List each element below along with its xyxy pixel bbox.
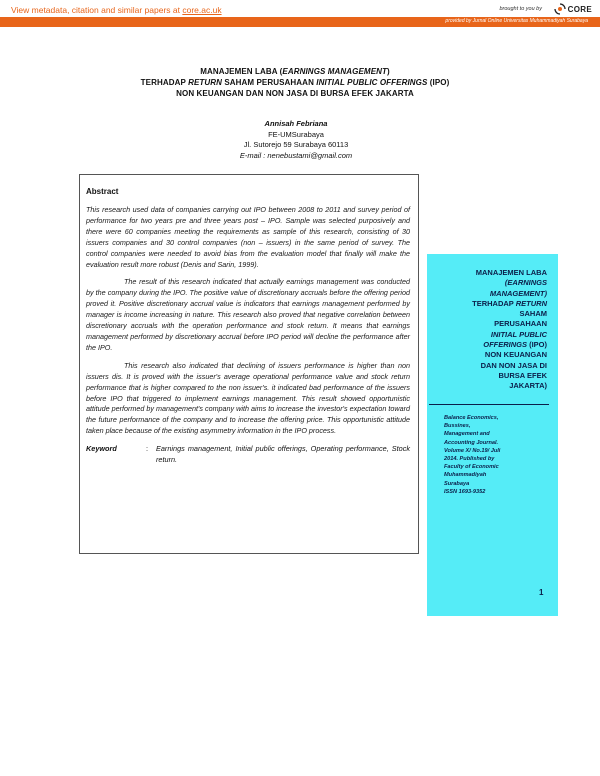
- keywords-list: Earnings management, Initial public offerings, Operating performance, Stock return.: [156, 444, 410, 465]
- author-block: [90, 119, 502, 161]
- page-number: 1: [539, 588, 544, 597]
- sidebar-title-line: MANAJEMEN LABA: [475, 268, 547, 277]
- abstract-paragraph-1: This research used data of companies carrying out IPO between 2008 to 2011 and survey period of performance for two years pre and three years post – IPO. Sample was selected purposively and there were 60 companies meeting the requirements as sample of this research, consisting of 30 issuers companies and 30 control companies (non – issuers) in the same period of survey. The control companies were needed to avoid bias from the evaluation model that finally will make the evaluation result more robust (Denis and Sarin, 1999).: [86, 205, 410, 269]
- core-logo[interactable]: [554, 2, 592, 16]
- sidebar-title-line: BURSA EFEK: [498, 370, 547, 380]
- sidebar-title-italic: RETURN: [515, 298, 547, 308]
- sidebar-title-text: (IPO): [527, 340, 547, 350]
- title-text: ): [387, 67, 390, 76]
- title-line-1: [60, 66, 530, 77]
- core-link-prefix[interactable]: View metadata, citation and similar papers at: [11, 5, 183, 15]
- sidebar-title-line: SAHAM: [519, 309, 547, 319]
- title-line-2: [60, 77, 530, 88]
- sidebar-title-line: DAN NON JASA DI: [480, 360, 547, 370]
- sidebar-title-line: [427, 278, 547, 288]
- sidebar-title-line: NON KEUANGAN: [484, 350, 547, 360]
- sidebar-title-line: [427, 299, 547, 309]
- sidebar-title-italic: INITIAL PUBLIC: [490, 329, 547, 339]
- author-affiliation: FE-UMSurabaya: [268, 129, 324, 139]
- sidebar-title-italic: (EARNINGS: [504, 278, 547, 288]
- title-text-italic: EARNINGS MANAGEMENT: [282, 67, 387, 76]
- sidebar-title-line: [427, 340, 547, 350]
- title-text: TERHADAP: [140, 78, 189, 87]
- journal-info: Balance Economics, Bussines, Management and Accounting Journal. Volume X/ No.19/ Juli 2014. Published by Faculty of Economic Muhammadiyah Surabaya ISSN 1693-9352: [444, 415, 501, 495]
- sidebar-title-line: JAKARTA): [509, 381, 547, 391]
- provided-by-text[interactable]: provided by Jurnal Online Universitas Muhammadiyah Surabaya: [445, 18, 588, 24]
- title-text: MANAJEMEN LABA (: [200, 67, 283, 76]
- abstract-heading: Abstract: [86, 187, 119, 196]
- sidebar-divider: [429, 404, 549, 405]
- keywords-colon: :: [146, 444, 149, 454]
- abstract-paragraph-3: This research also indicated that declining of issuers performance is higher than non issuers dis. It is proved with the issuer's average operational performance value and stock return performance that is higher compared to the non issuer's. it indicated bad performance of the issuers before IPO that triggered to implement earnings management. This result showed opportunistic attitude performed by management's company with aims to increase the investor's expectation toward the future performance of the company and to increase the offering price. This opportunistic attitude taken place because of the existing asymmetry information in the IPO process.: [86, 360, 410, 436]
- sidebar-title-line: [427, 330, 547, 340]
- core-metadata-link[interactable]: [11, 5, 222, 15]
- core-logo-icon: [554, 3, 566, 15]
- author-name: Annisah Febriana: [264, 119, 328, 128]
- title-text-italic: INITIAL PUBLIC OFFERINGS: [316, 78, 428, 87]
- sidebar-title-line: [427, 289, 547, 299]
- title-line-3: NON KEUANGAN DAN NON JASA DI BURSA EFEK JAKARTA: [176, 89, 414, 98]
- abstract-paragraph-2: The result of this research indicated that actually earnings management was conducted by the company during the IPO. The positive value of discretionary accruals before the offering period proved it. Positive discretionary accrual value is indicators that earnings management performed by manager is income increasing in nature. This research also proved that negative correlation between discretionary accruals with the operation performance and stock return. It means that earnings management performed by discretionary accrual before IPO period will decline the performance after the IPO.: [86, 277, 410, 352]
- title-text-italic: RETURN: [188, 78, 223, 87]
- author-address: Jl. Sutorejo 59 Surabaya 60113: [243, 140, 349, 149]
- core-link-domain[interactable]: core.ac.uk: [182, 5, 222, 15]
- sidebar-title-line: PERUSAHAAN: [494, 319, 547, 329]
- brought-by-text: brought to you by: [499, 6, 542, 12]
- title-text: (IPO): [427, 78, 450, 87]
- sidebar-title-text: TERHADAP: [472, 298, 516, 308]
- core-logo-text: CORE: [567, 4, 592, 14]
- sidebar-title-italic: OFFERINGS: [483, 340, 527, 350]
- core-banner: [0, 0, 600, 28]
- sidebar-title: [427, 268, 547, 392]
- title-text: SAHAM PERUSAHAAN: [222, 78, 317, 87]
- provided-by-bar: [0, 17, 600, 27]
- paper-title: [60, 66, 530, 99]
- abstract-box: [79, 174, 419, 554]
- keywords-label: Keyword: [86, 444, 117, 454]
- author-email: E-mail : nenebustami@gmail.com: [239, 150, 353, 160]
- keywords-row: [86, 444, 410, 466]
- sidebar-title-italic: MANAGEMENT): [489, 288, 547, 298]
- journal-sidebar: [427, 254, 558, 616]
